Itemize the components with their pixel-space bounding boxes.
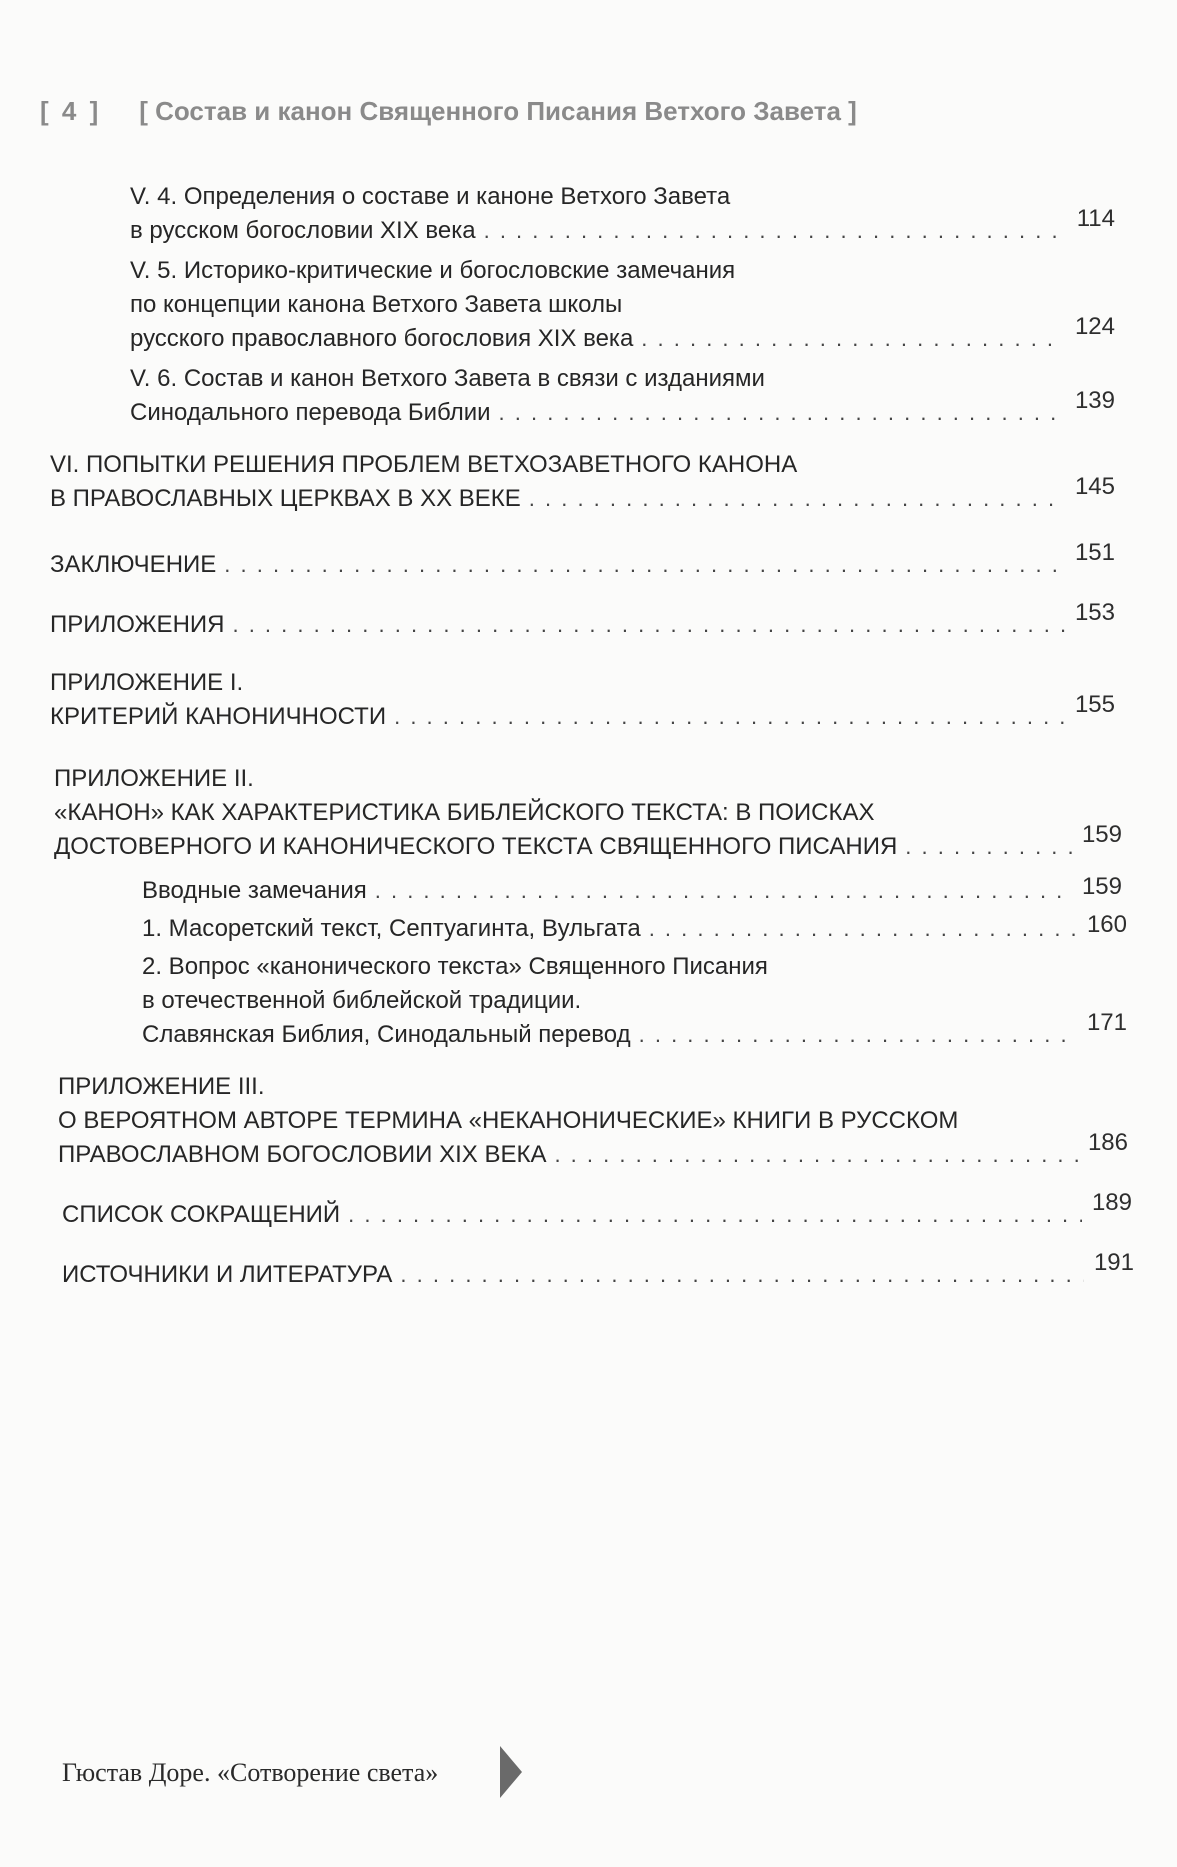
toc-line: V. 4. Определения о составе и каноне Ветхого Завета	[130, 183, 731, 210]
toc-page-number: 191	[1093, 1249, 1134, 1276]
toc-line: V. 6. Состав и канон Ветхого Завета в связи с изданиями	[130, 365, 765, 392]
toc-line: ЗАКЛЮЧЕНИЕ	[50, 551, 217, 578]
running-title: [ Состав и канон Священного Писания Ветхого Завета ]	[139, 96, 857, 126]
toc-line: СПИСОК СОКРАЩЕНИЙ	[62, 1201, 341, 1228]
toc-line: VI. ПОПЫТКИ РЕШЕНИЯ ПРОБЛЕМ ВЕТХОЗАВЕТНОГО КАНОНА	[50, 451, 798, 478]
toc-page-number: 189	[1091, 1189, 1132, 1216]
toc-line: Славянская Библия, Синодальный перевод	[142, 1021, 631, 1048]
illustration-caption: Гюстав Доре. «Сотворение света»	[62, 1758, 439, 1787]
page-number: [ 4 ]	[40, 96, 102, 126]
toc-entry	[130, 254, 1115, 356]
dot-leader	[905, 830, 1072, 864]
toc-line: О ВЕРОЯТНОМ АВТОРЕ ТЕРМИНА «НЕКАНОНИЧЕСКИЕ» КНИГИ В РУССКОМ	[58, 1107, 959, 1134]
toc-entry	[130, 362, 1115, 430]
running-header	[40, 96, 1040, 136]
toc-page-number: 139	[1074, 387, 1115, 414]
arrow-right-icon	[500, 1746, 522, 1798]
toc-page-number: 155	[1074, 691, 1115, 718]
dot-leader	[484, 214, 1067, 248]
dot-leader	[348, 1198, 1082, 1232]
toc-entry	[50, 448, 1115, 516]
toc-line: ДОСТОВЕРНОГО И КАНОНИЧЕСКОГО ТЕКСТА СВЯЩЕННОГО ПИСАНИЯ	[54, 833, 898, 860]
toc-line: Вводные замечания	[142, 877, 367, 904]
toc-entry	[142, 874, 1122, 908]
toc-line: по концепции канона Ветхого Завета школы	[130, 291, 623, 318]
toc-entry	[130, 180, 1115, 248]
toc-line: ИСТОЧНИКИ И ЛИТЕРАТУРА	[62, 1261, 393, 1288]
toc-page-number: 160	[1086, 911, 1127, 938]
toc-line: КРИТЕРИЙ КАНОНИЧНОСТИ	[50, 703, 387, 730]
toc-page-number: 124	[1074, 313, 1115, 340]
toc-page-number: 171	[1086, 1009, 1127, 1036]
dot-leader	[499, 396, 1065, 430]
toc-page-number: 151	[1074, 539, 1115, 566]
toc-entry	[58, 1070, 1128, 1172]
toc-line: «КАНОН» КАК ХАРАКТЕРИСТИКА БИБЛЕЙСКОГО ТЕКСТА: В ПОИСКАХ	[54, 799, 875, 826]
toc-line: русского православного богословия XIX века	[130, 325, 634, 352]
toc-line: V. 5. Историко-критические и богословские замечания	[130, 257, 736, 284]
dot-leader	[649, 912, 1077, 946]
toc-line: в русском богословии XIX века	[130, 217, 476, 244]
toc-line: 2. Вопрос «канонического текста» Священного Писания	[142, 953, 768, 980]
toc-page-number: 145	[1074, 473, 1115, 500]
dot-leader	[394, 700, 1065, 734]
toc-entry	[142, 950, 1127, 1052]
toc-entry	[50, 599, 1115, 642]
toc-page-number: 153	[1074, 599, 1115, 626]
toc-line: ПРИЛОЖЕНИЯ	[50, 611, 225, 638]
dot-leader	[224, 548, 1065, 582]
dot-leader	[639, 1018, 1077, 1052]
toc-entry	[54, 762, 1122, 864]
toc-line: Синодального перевода Библии	[130, 399, 491, 426]
toc-entry	[62, 1189, 1132, 1232]
dot-leader	[375, 874, 1072, 908]
dot-leader	[554, 1138, 1078, 1172]
toc-page-number: 114	[1076, 205, 1115, 232]
toc-page-number: 159	[1081, 873, 1122, 900]
toc-page-number: 159	[1081, 821, 1122, 848]
dot-leader	[529, 482, 1065, 516]
dot-leader	[232, 608, 1064, 642]
dot-leader	[641, 322, 1065, 356]
toc-line: в отечественной библейской традиции.	[142, 987, 582, 1014]
toc-line: ПРАВОСЛАВНОМ БОГОСЛОВИИ XIX ВЕКА	[58, 1141, 547, 1168]
toc-entry	[62, 1249, 1134, 1292]
dot-leader	[400, 1258, 1084, 1292]
toc-line: ПРИЛОЖЕНИЕ I.	[50, 669, 244, 696]
toc-entry	[50, 539, 1115, 582]
toc-line: ПРИЛОЖЕНИЕ II.	[54, 765, 254, 792]
toc-entry	[142, 912, 1127, 946]
toc-line: 1. Масоретский текст, Септуагинта, Вульгата	[142, 915, 641, 942]
toc-line: ПРИЛОЖЕНИЕ III.	[58, 1073, 265, 1100]
toc-line: В ПРАВОСЛАВНЫХ ЦЕРКВАХ В XX ВЕКЕ	[50, 485, 521, 512]
toc-page-number: 186	[1087, 1129, 1128, 1156]
toc-entry	[50, 666, 1115, 734]
